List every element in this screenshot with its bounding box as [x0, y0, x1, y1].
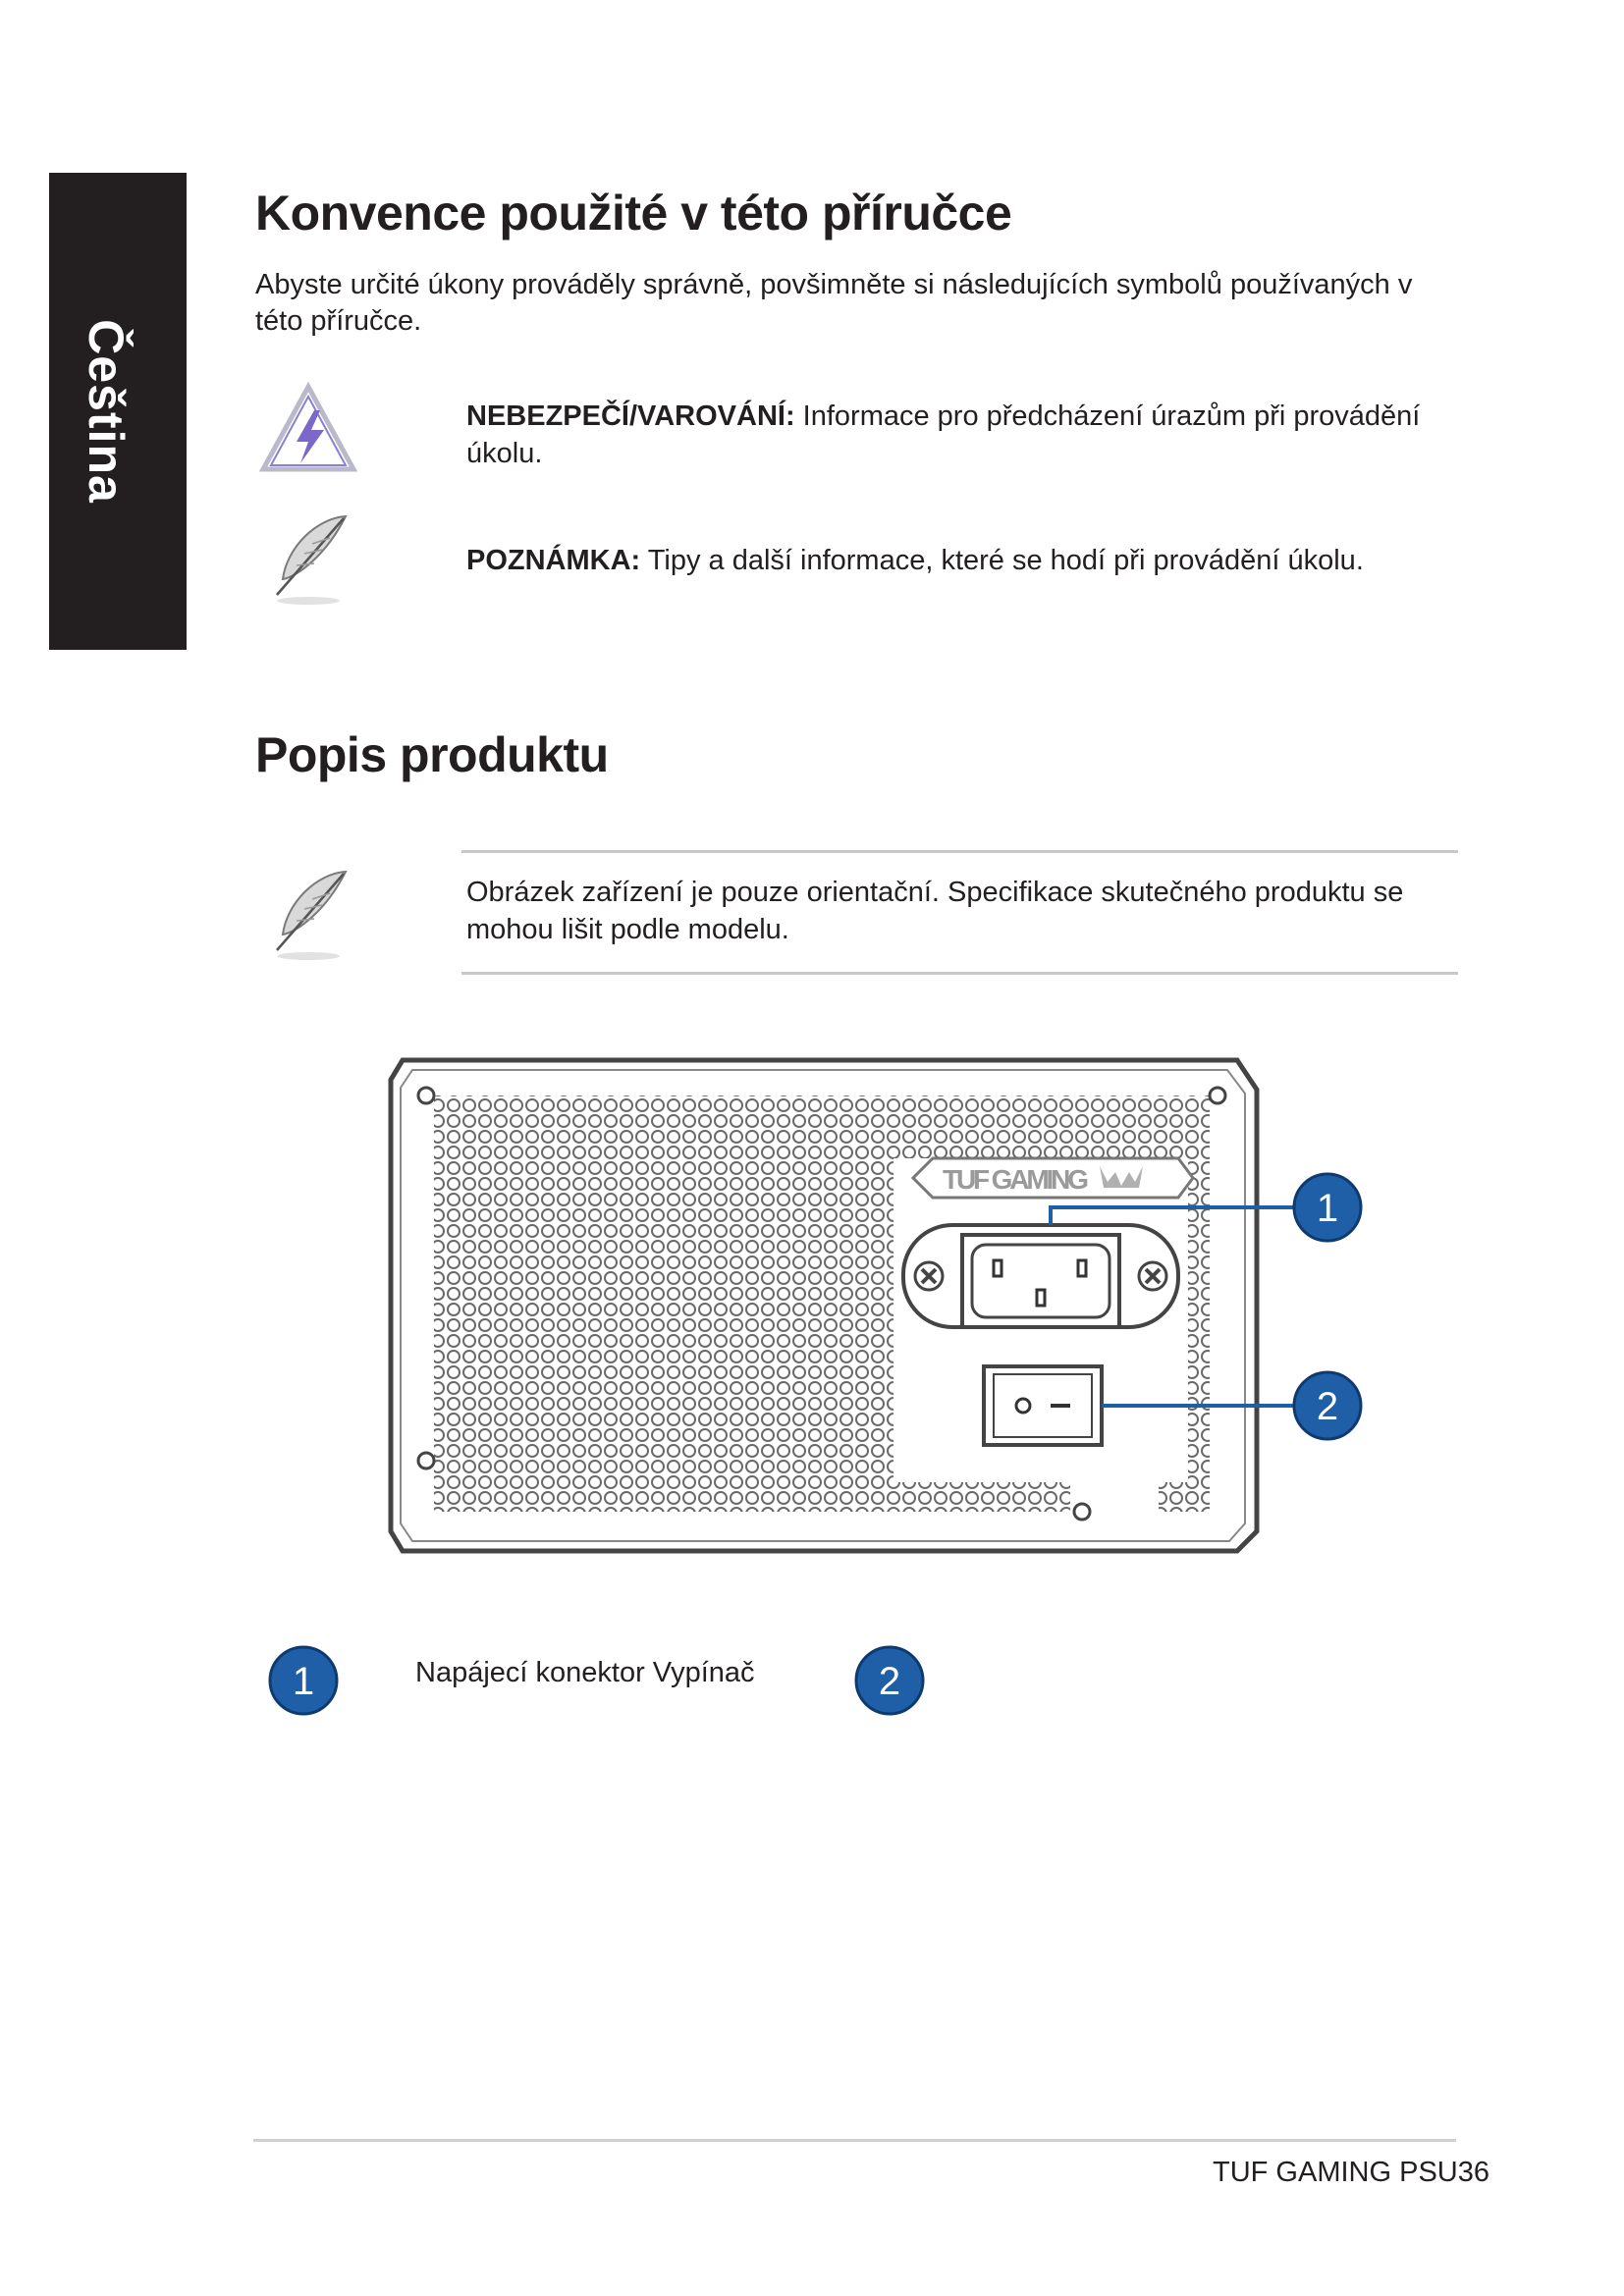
footer-product-name: TUF GAMING PSU36 [1213, 2157, 1489, 2188]
note-top-rule [461, 850, 1458, 853]
warning-text: Informace pro předcházení úrazům při provádění úkolu. [466, 400, 1421, 469]
conventions-intro: Abyste určité úkony prováděly správně, povšimněte si následujících symbolů používaných v této příručce. [255, 269, 1413, 337]
svg-text:1: 1 [1316, 1187, 1339, 1230]
note-bottom-rule [461, 972, 1458, 975]
note-label: POZNÁMKA: [466, 545, 641, 576]
feather-pen-icon [257, 508, 359, 611]
warning-note [466, 398, 1438, 472]
product-disclaimer: Obrázek zařízení je pouze orientační. Specifikace skutečného produktu se mohou lišit podle modelu. [466, 877, 1404, 945]
note-text: Tipy a další informace, které se hodí při provádění úkolu. [640, 545, 1364, 576]
legend-badge-2 [852, 1643, 927, 1718]
feather-pen-icon [257, 864, 359, 966]
psu-rear-panel-diagram [383, 1050, 1384, 1561]
svg-text:1: 1 [292, 1660, 315, 1703]
callout-badge-2 [1294, 1372, 1361, 1439]
footer-rule [253, 2139, 1456, 2142]
brand-plate-text: TUF GAMING [943, 1164, 1090, 1195]
svg-text:2: 2 [1316, 1385, 1339, 1428]
callout-badge-1 [1294, 1174, 1361, 1241]
tip-note [466, 542, 1438, 579]
warning-label: NEBEZPEČÍ/VAROVÁNÍ: [466, 400, 795, 432]
legend-badge-1 [266, 1643, 341, 1718]
section-title-conventions: Konvence použité v této příručce [255, 186, 1012, 240]
svg-text:2: 2 [878, 1660, 901, 1703]
language-tab-label: Čeština [79, 319, 134, 504]
section-title-product: Popis produktu [255, 727, 609, 782]
warning-triangle-icon [257, 381, 359, 477]
legend-text: Napájecí konektor Vypínač [415, 1657, 755, 1688]
